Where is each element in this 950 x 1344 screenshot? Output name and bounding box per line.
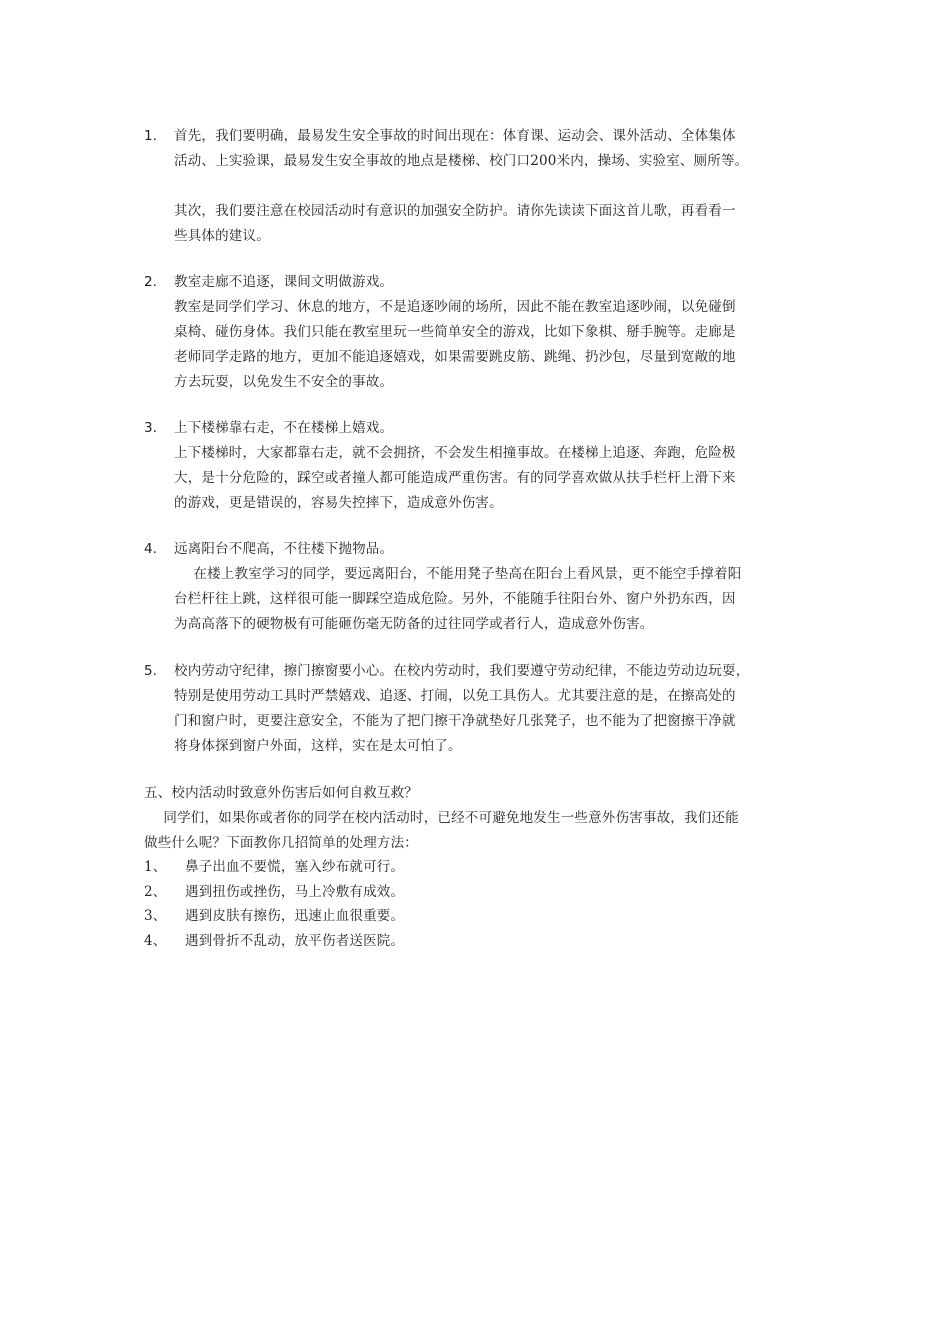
section-3-line-3: 大，是十分危险的，踩空或者撞人都可能造成严重伤害。有的同学喜欢做从扶手栏杆上滑下来	[174, 470, 736, 486]
section-5-line-1: 校内劳动守纪律，擦门擦窗要小心。在校内劳动时，我们要遵守劳动纪律，不能边劳动边玩耍，	[174, 663, 750, 679]
section-3-line-2: 上下楼梯时，大家都靠右走，就不会拥挤，不会发生相撞事故。在楼梯上追逐、奔跑，危险极	[174, 445, 736, 461]
intro-line-2: 些具体的建议。	[174, 228, 270, 244]
section-1-line-2: 活动、上实验课，最易发生安全事故的地点是楼梯、校门口200米内，操场、实验室、厕所等。	[174, 153, 749, 169]
section-4-title: 远离阳台不爬高，不往楼下抛物品。	[174, 541, 394, 557]
tip-2-text: 遇到扭伤或挫伤，马上冷敷有成效。	[185, 884, 405, 900]
part-five-intro-line-1: 同学们，如果你或者你的同学在校内活动时，已经不可避免地发生一些意外伤害事故，我们还能	[136, 810, 739, 826]
section-2-number: 2.	[144, 274, 157, 290]
tip-3-text: 遇到皮肤有擦伤，迅速止血很重要。	[185, 908, 405, 924]
section-3-line-4: 的游戏，更是错误的，容易失控摔下，造成意外伤害。	[174, 495, 503, 511]
tip-1-text: 鼻子出血不要慌，塞入纱布就可行。	[185, 859, 405, 875]
section-2-line-2: 教室是同学们学习、休息的地方，不是追逐吵闹的场所，因此不能在教室追逐吵闹，以免碰倒	[174, 299, 736, 315]
part-five-intro-line-2: 做些什么呢？下面教你几招简单的处理方法：	[144, 835, 418, 851]
section-5-line-4: 将身体探到窗户外面，这样，实在是太可怕了。	[174, 738, 462, 754]
section-4-line-4: 为高高落下的硬物极有可能砸伤毫无防备的过往同学或者行人，造成意外伤害。	[174, 616, 654, 632]
part-five-heading: 五、校内活动时致意外伤害后如何自救互救？	[144, 785, 418, 801]
intro-line-1: 其次，我们要注意在校园活动时有意识的加强安全防护。请你先读读下面这首儿歌，再看看一	[174, 203, 736, 219]
section-4-line-2: 在楼上教室学习的同学，要远离阳台，不能用凳子垫高在阳台上看风景，更不能空手撑着阳	[166, 566, 742, 582]
section-1-line-1: 首先，我们要明确，最易发生安全事故的时间出现在：体育课、运动会、课外活动、全体集体	[174, 128, 736, 144]
section-5-number: 5.	[144, 663, 157, 679]
section-1-number: 1.	[144, 128, 157, 144]
tip-1-number: 1、	[144, 859, 167, 875]
section-4-line-3: 台栏杆往上跳，这样很可能一脚踩空造成危险。另外，不能随手往阳台外、窗户外扔东西，因	[174, 591, 736, 607]
section-2-title: 教室走廊不追逐，课间文明做游戏。	[174, 274, 394, 290]
section-2-line-4: 老师同学走路的地方，更加不能追逐嬉戏，如果需要跳皮筋、跳绳、扔沙包，尽量到宽敞的地	[174, 349, 736, 365]
tip-4-number: 4、	[144, 933, 167, 949]
section-3-title: 上下楼梯靠右走，不在楼梯上嬉戏。	[174, 420, 394, 436]
section-5-line-3: 门和窗户时，更要注意安全，不能为了把门擦干净就垫好几张凳子，也不能为了把窗擦干净就	[174, 713, 736, 729]
section-2-line-5: 方去玩耍，以免发生不安全的事故。	[174, 374, 394, 390]
section-3-number: 3.	[144, 420, 157, 436]
tip-3-number: 3、	[144, 908, 167, 924]
tip-2-number: 2、	[144, 884, 167, 900]
section-4-number: 4.	[144, 541, 157, 557]
section-2-line-3: 桌椅、碰伤身体。我们只能在教室里玩一些简单安全的游戏，比如下象棋、掰手腕等。走廊是	[174, 324, 736, 340]
section-5-line-2: 特别是使用劳动工具时严禁嬉戏、追逐、打闹，以免工具伤人。尤其要注意的是，在擦高处的	[174, 688, 736, 704]
tip-4-text: 遇到骨折不乱动，放平伤者送医院。	[185, 933, 405, 949]
